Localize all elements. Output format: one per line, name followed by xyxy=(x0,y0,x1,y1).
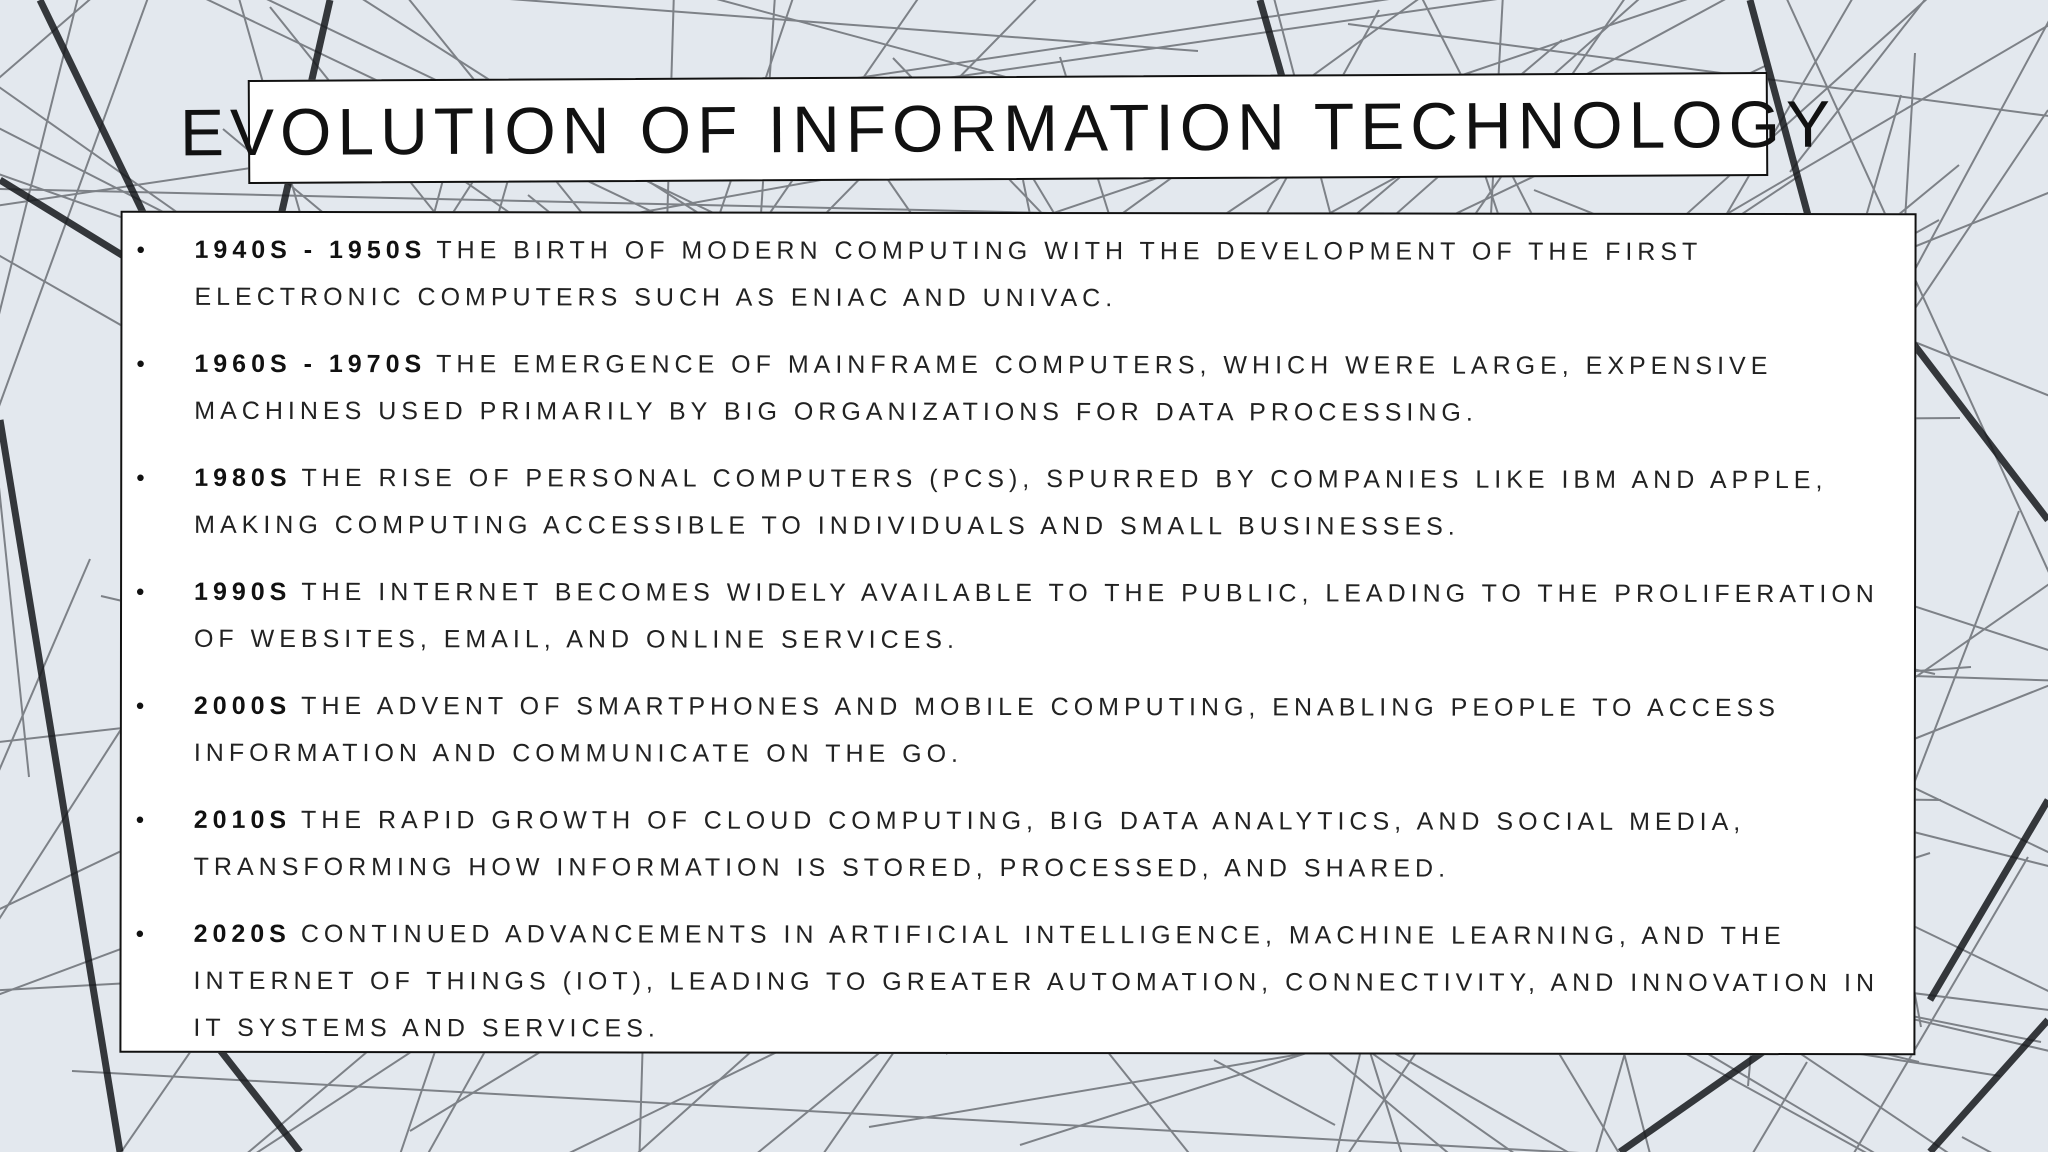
era-description: CONTINUED ADVANCEMENTS IN ARTIFICIAL INTELLIGENCE, MACHINE LEARNING, AND THE INTERNET OF THINGS (IOT), LEADING TO GREATER AUTOMATION, CONNECTIVITY, AND INNOVATION IN IT SYSTEMS AND SERVICES. xyxy=(193,919,1880,1043)
network-line xyxy=(1930,1020,2048,1152)
era-description: THE RISE OF PERSONAL COMPUTERS (PCS), SPURRED BY COMPANIES LIKE IBM AND APPLE, MAKING COMPUTING ACCESSIBLE TO INDIVIDUALS AND SMALL BUSINESSES. xyxy=(194,463,1828,541)
bullet-icon: • xyxy=(136,578,145,606)
era-label: 2000S xyxy=(193,691,292,720)
bullet-icon: • xyxy=(135,806,145,834)
bullet-icon: • xyxy=(135,692,145,720)
network-line xyxy=(220,1050,300,1152)
network-line xyxy=(1214,1060,1335,1125)
network-line xyxy=(0,559,90,1152)
era-description: THE BIRTH OF MODERN COMPUTING WITH THE DEVELOPMENT OF THE FIRST ELECTRONIC COMPUTERS SUCH AS ENIAC AND UNIVAC. xyxy=(194,236,1702,313)
timeline-item xyxy=(122,797,1914,894)
era-description: THE EMERGENCE OF MAINFRAME COMPUTERS, WHICH WERE LARGE, EXPENSIVE MACHINES USED PRIMARILY BY BIG ORGANIZATIONS FOR DATA PROCESSING. xyxy=(194,350,1773,427)
bullet-icon: • xyxy=(135,920,145,948)
era-label: 1960S - 1970S xyxy=(194,349,427,379)
network-line xyxy=(1620,1040,1780,1152)
era-description: THE RAPID GROWTH OF CLOUD COMPUTING, BIG DATA ANALYTICS, AND SOCIAL MEDIA, TRANSFORMING HOW INFORMATION IS STORED, PROCESSED, AND SHARED. xyxy=(193,805,1746,883)
network-line xyxy=(1962,1137,2048,1152)
timeline-item xyxy=(122,227,1914,324)
bullet-icon: • xyxy=(136,236,145,264)
era-label: 1990S xyxy=(194,577,292,606)
timeline-item xyxy=(121,911,1913,1055)
network-line xyxy=(0,0,773,5)
network-line xyxy=(0,0,29,777)
bullet-icon: • xyxy=(136,464,145,492)
era-label: 1980S xyxy=(194,463,292,492)
content-panel xyxy=(119,211,1916,1056)
network-line xyxy=(1913,511,2019,786)
timeline-item xyxy=(122,455,1914,552)
era-description: THE ADVENT OF SMARTPHONES AND MOBILE COMPUTING, ENABLING PEOPLE TO ACCESS INFORMATION AND COMMUNICATE ON THE GO. xyxy=(193,691,1780,768)
title-box xyxy=(179,72,1837,184)
era-label: 2020S xyxy=(193,919,291,948)
timeline-item xyxy=(122,341,1914,438)
era-label: 1940S - 1950S xyxy=(194,235,427,265)
slide-title: EVOLUTION OF INFORMATION TECHNOLOGY xyxy=(179,86,1837,170)
bullet-icon: • xyxy=(136,350,145,378)
era-label: 2010S xyxy=(193,805,292,834)
network-line xyxy=(0,420,120,1152)
era-description: THE INTERNET BECOMES WIDELY AVAILABLE TO THE PUBLIC, LEADING TO THE PROLIFERATION OF WEBSITES, EMAIL, AND ONLINE SERVICES. xyxy=(193,577,1879,654)
timeline-item xyxy=(122,569,1914,666)
timeline-list xyxy=(121,213,1914,1055)
network-line xyxy=(1930,800,2048,1000)
network-line xyxy=(0,0,107,1097)
timeline-item xyxy=(122,683,1914,780)
